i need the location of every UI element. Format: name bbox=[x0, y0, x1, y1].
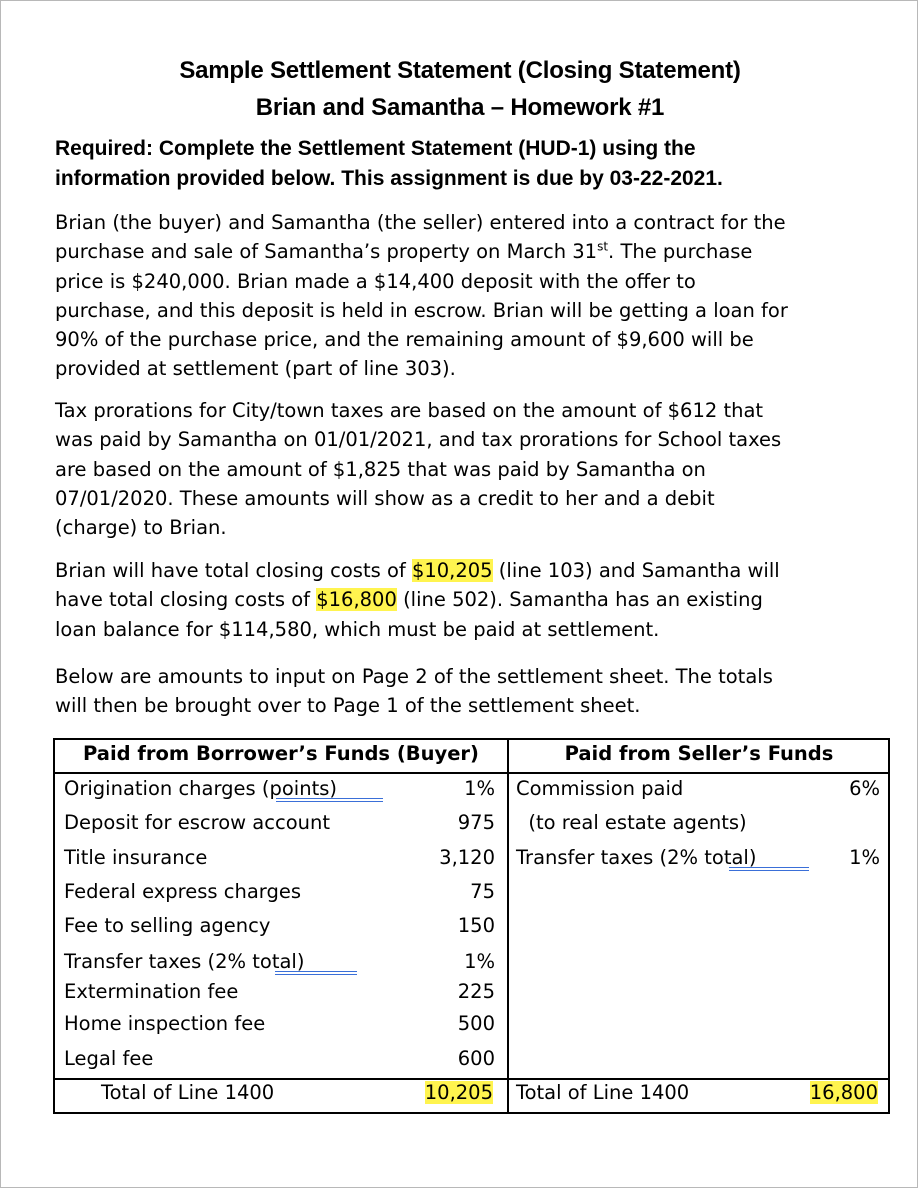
highlight-seller-total: 16,800 bbox=[809, 1081, 878, 1104]
paragraph-instructions bbox=[55, 662, 885, 721]
paragraph-line: (charge) to Brian. bbox=[55, 516, 227, 540]
text-span: Brian will have total closing costs of bbox=[55, 559, 412, 582]
buyer-total-label: Total of Line 1400 bbox=[101, 1081, 275, 1104]
text-span: . The purchase bbox=[608, 240, 753, 264]
seller-row-label: Commission paid bbox=[516, 777, 684, 800]
paragraph-contract bbox=[55, 208, 885, 384]
buyer-row-amount: 1% bbox=[464, 950, 495, 973]
buyer-row-label: Home inspection fee bbox=[64, 1012, 266, 1035]
page-subtitle: Brian and Samantha – Homework #1 bbox=[255, 94, 665, 121]
buyer-row-amount: 500 bbox=[457, 1012, 495, 1035]
seller-total-amount bbox=[796, 1081, 878, 1104]
seller-row-amount: 6% bbox=[849, 777, 880, 800]
paragraph-line: Brian (the buyer) and Samantha (the seller) entered into a contract for the bbox=[55, 211, 786, 234]
buyer-row-label: Legal fee bbox=[64, 1047, 154, 1070]
paragraph-line bbox=[55, 585, 885, 614]
buyer-row-amount: 975 bbox=[457, 811, 495, 834]
buyer-row-label: Origination charges (points) bbox=[64, 777, 337, 800]
spellcheck-underline bbox=[729, 867, 809, 871]
highlight-buyer-total: 10,205 bbox=[424, 1081, 493, 1104]
buyer-column-header: Paid from Borrower’s Funds (Buyer) bbox=[83, 742, 479, 765]
funds-table bbox=[53, 738, 890, 1114]
seller-row-label: Transfer taxes (2% total) bbox=[516, 846, 757, 869]
buyer-row-amount: 3,120 bbox=[439, 846, 495, 869]
buyer-row-label: Title insurance bbox=[64, 846, 208, 869]
superscript-st: st bbox=[597, 239, 609, 254]
requirement-line-2: information provided below. This assignment is due by 03-22-2021. bbox=[55, 167, 723, 190]
column-divider bbox=[507, 740, 509, 1112]
text-span: (line 103) and Samantha will bbox=[492, 559, 780, 582]
seller-row-amount: 1% bbox=[849, 846, 880, 869]
paragraph-line: Below are amounts to input on Page 2 of the settlement sheet. The totals bbox=[55, 665, 773, 688]
buyer-row-amount: 225 bbox=[457, 980, 495, 1003]
seller-row-label: (to real estate agents) bbox=[516, 811, 747, 834]
text-span: (line 502). Samantha has an existing bbox=[396, 588, 763, 612]
paragraph-closing-costs bbox=[55, 556, 885, 644]
highlight-buyer-costs: $10,205 bbox=[411, 559, 493, 582]
buyer-row-label: Deposit for escrow account bbox=[64, 811, 330, 834]
buyer-total-amount bbox=[419, 1081, 493, 1104]
requirement-text bbox=[55, 134, 875, 194]
buyer-row-label: Federal express charges bbox=[64, 880, 302, 903]
paragraph-line: was paid by Samantha on 01/01/2021, and tax prorations for School taxes bbox=[55, 428, 782, 452]
buyer-row-label: Transfer taxes (2% total) bbox=[64, 950, 305, 973]
seller-column-header: Paid from Seller’s Funds bbox=[564, 742, 834, 765]
text-span: have total closing costs of bbox=[55, 588, 317, 612]
buyer-row-amount: 1% bbox=[464, 777, 495, 800]
buyer-row-amount: 600 bbox=[457, 1047, 495, 1070]
paragraph-line: price is $240,000. Brian made a $14,400 deposit with the offer to bbox=[55, 269, 696, 293]
paragraph-line bbox=[55, 556, 885, 585]
paragraph-line: 90% of the purchase price, and the remaining amount of $9,600 will be bbox=[55, 328, 754, 352]
seller-total-label: Total of Line 1400 bbox=[516, 1081, 690, 1104]
paragraph-line: Tax prorations for City/town taxes are based on the amount of $612 that bbox=[55, 399, 764, 422]
page-title: Sample Settlement Statement (Closing Statement) bbox=[179, 57, 741, 84]
requirement-line-1: Required: Complete the Settlement Statement (HUD-1) using the bbox=[55, 137, 696, 160]
paragraph-line: purchase, and this deposit is held in escrow. Brian will be getting a loan for bbox=[55, 298, 788, 322]
header-divider bbox=[55, 772, 888, 774]
buyer-row-amount: 75 bbox=[470, 880, 495, 903]
buyer-row-label: Fee to selling agency bbox=[64, 914, 271, 937]
spellcheck-underline bbox=[276, 798, 383, 802]
paragraph-line: are based on the amount of $1,825 that was paid by Samantha on bbox=[55, 457, 706, 481]
paragraph-line: 07/01/2020. These amounts will show as a credit to her and a debit bbox=[55, 486, 715, 510]
paragraph-line bbox=[55, 237, 885, 266]
paragraph-line: loan balance for $114,580, which must be paid at settlement. bbox=[55, 617, 660, 641]
buyer-row-amount: 150 bbox=[457, 914, 495, 937]
paragraph-tax-prorations bbox=[55, 396, 885, 542]
highlight-seller-costs: $16,800 bbox=[316, 588, 397, 612]
buyer-row-label: Extermination fee bbox=[64, 980, 239, 1003]
text-span: purchase and sale of Samantha’s property on March 31 bbox=[55, 240, 598, 264]
paragraph-line: provided at settlement (part of line 303). bbox=[55, 357, 456, 381]
paragraph-line: will then be brought over to Page 1 of the settlement sheet. bbox=[55, 694, 641, 718]
total-divider bbox=[55, 1078, 888, 1080]
spellcheck-underline bbox=[275, 971, 357, 975]
